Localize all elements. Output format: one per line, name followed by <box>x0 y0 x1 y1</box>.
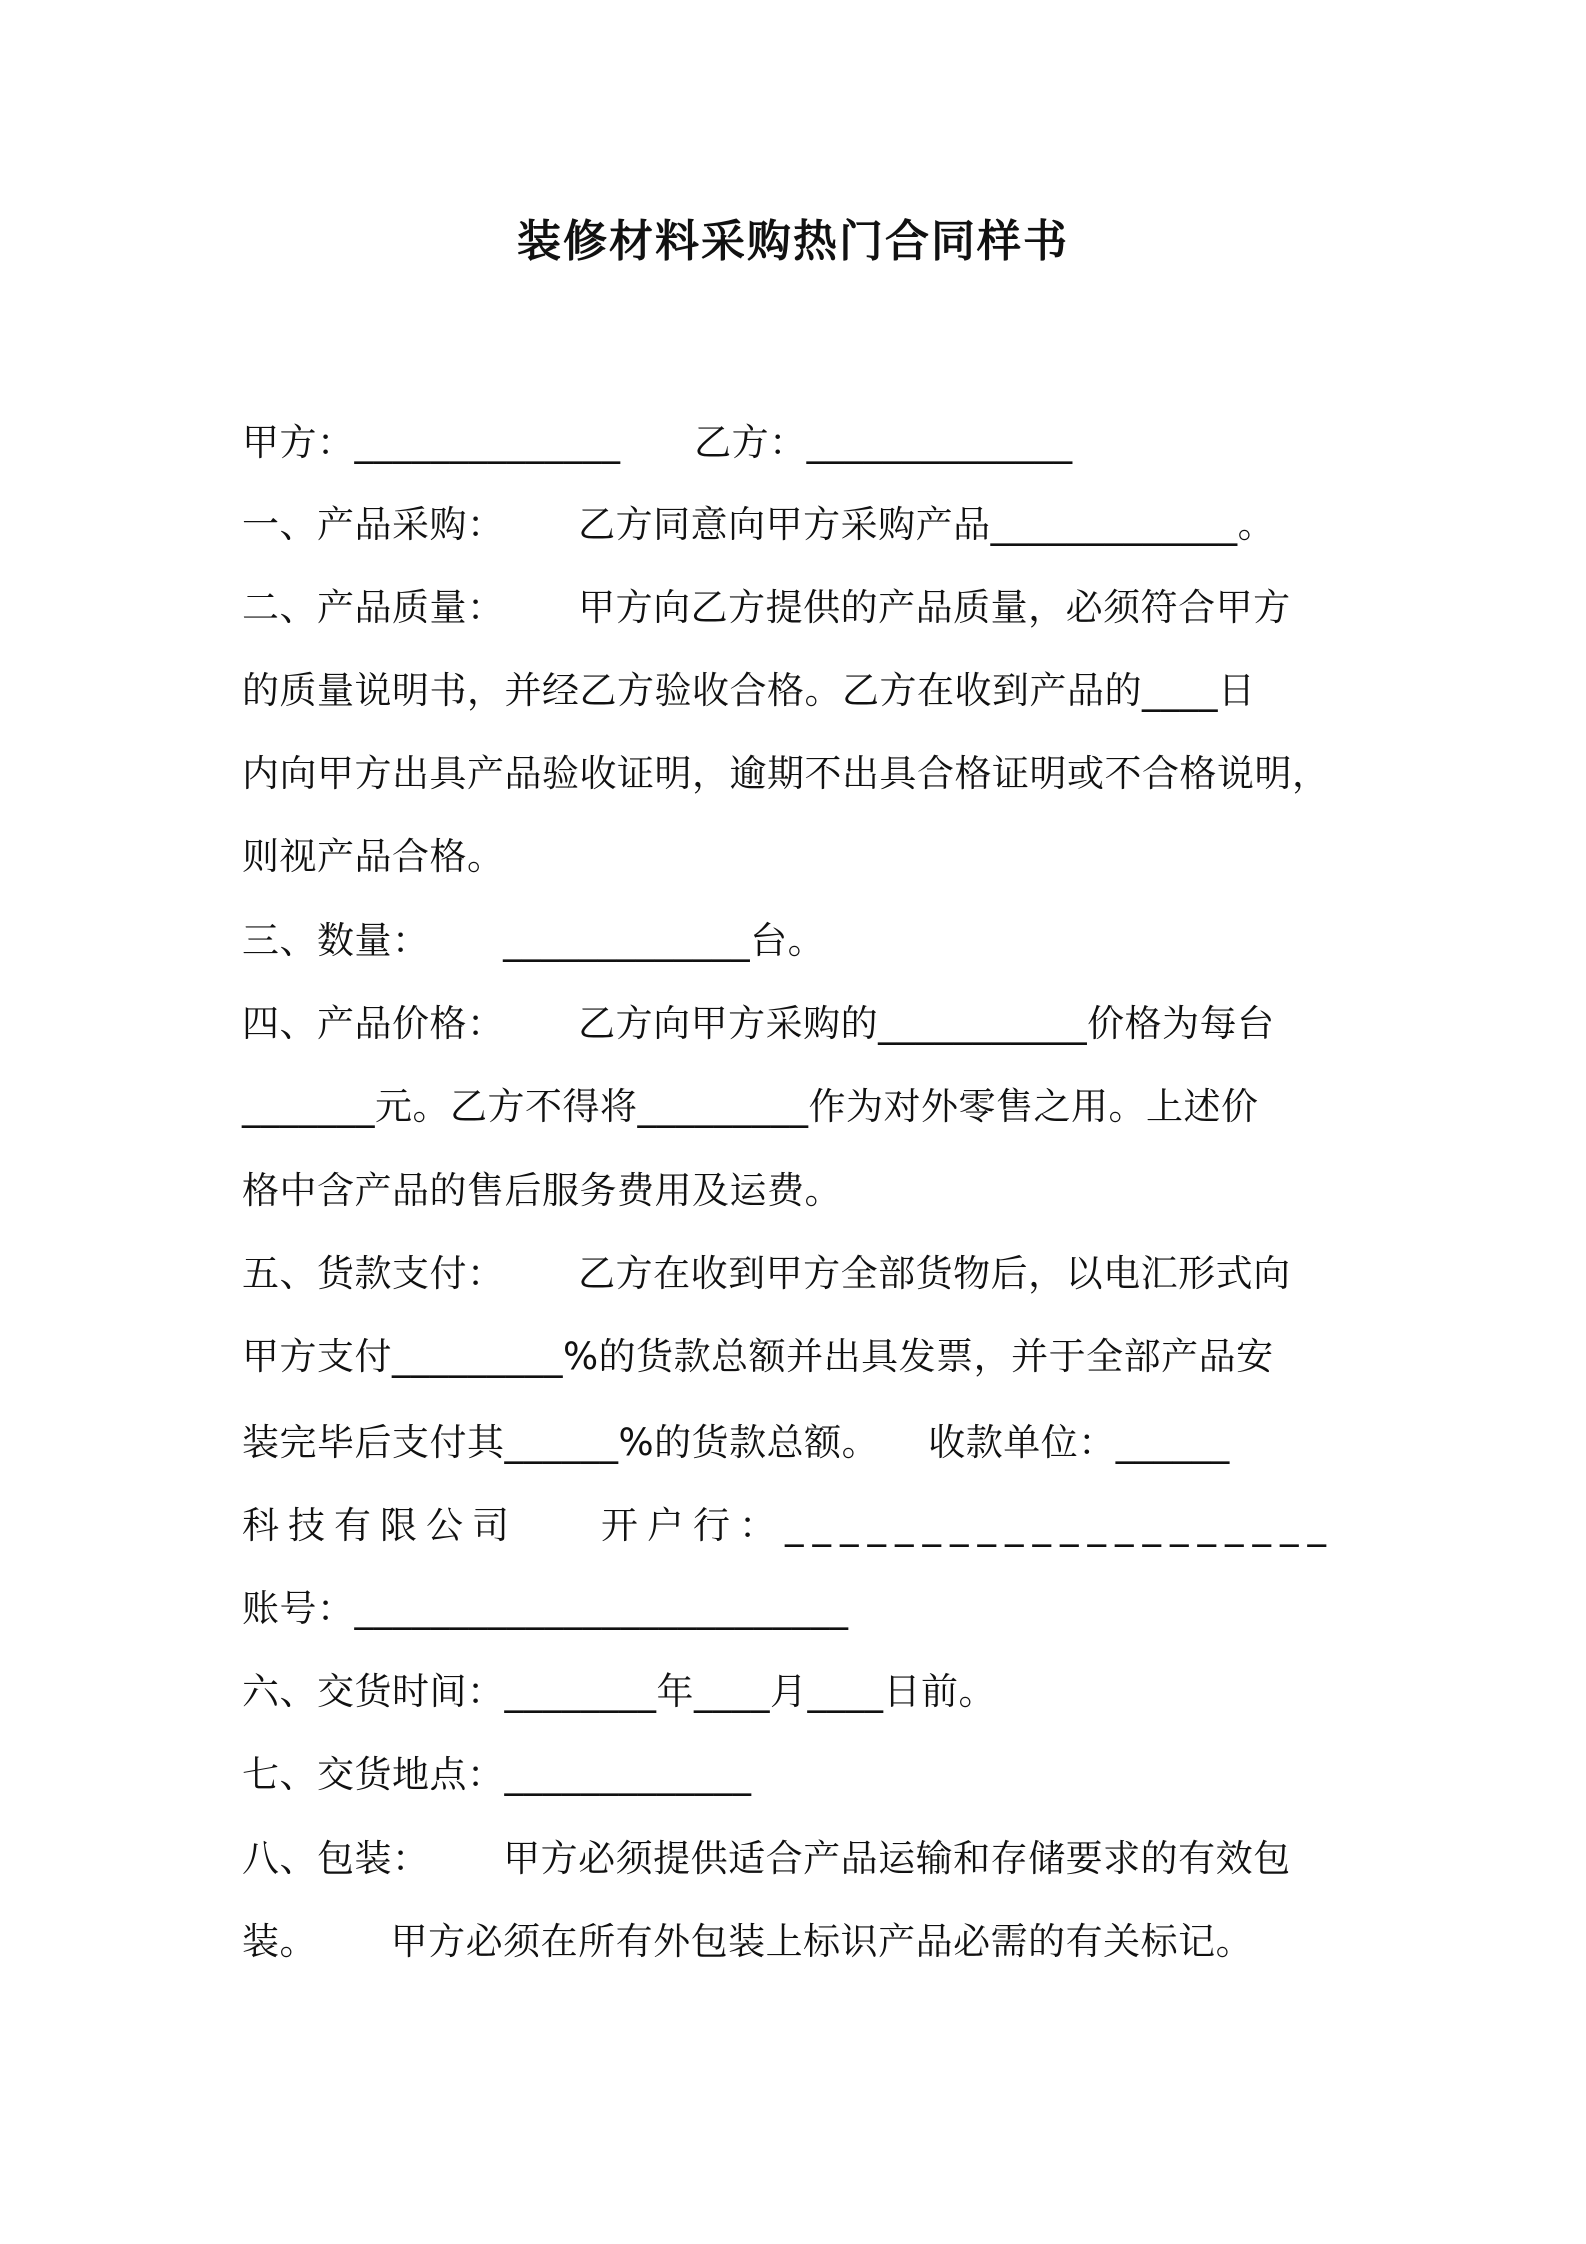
clause-2-product-quality-line-4: 则视产品合格。 <box>242 835 505 878</box>
clause-7-delivery-place: 七、交货地点：_____________ <box>242 1753 752 1796</box>
clause-4-product-price-line-2: _______元。乙方不得将_________作为对外零售之用。上述价 <box>242 1085 1259 1128</box>
party-line: 甲方：______________ 乙方：______________ <box>242 421 1073 464</box>
clause-6-delivery-time: 六、交货时间：________年____月____日前。 <box>242 1670 996 1713</box>
clause-8-packaging-line-2: 装。 甲方必须在所有外包装上标识产品必需的有关标记。 <box>242 1920 1254 1963</box>
clause-3-quantity: 三、数量： _____________台。 <box>242 919 826 962</box>
clause-5-account-line: 账号：__________________________ <box>242 1587 849 1630</box>
clause-5-payment-line-1: 五、货款支付： 乙方在收到甲方全部货物后，以电汇形式向 <box>242 1252 1291 1295</box>
document-title: 装修材料采购热门合同样书 <box>517 216 1069 267</box>
clause-5-payment-line-3: 装完毕后支付其______%的货款总额。 收款单位：______ <box>242 1421 1230 1464</box>
clause-2-product-quality-line-2: 的质量说明书，并经乙方验收合格。乙方在收到产品的____日 <box>242 669 1256 712</box>
clause-4-product-price-line-1: 四、产品价格： 乙方向甲方采购的___________价格为每台 <box>242 1002 1275 1045</box>
clause-2-product-quality-line-1: 二、产品质量： 甲方向乙方提供的产品质量，必须符合甲方 <box>242 586 1291 629</box>
clause-4-product-price-line-3: 格中含产品的售后服务费用及运费。 <box>242 1169 842 1212</box>
clause-2-product-quality-line-3: 内向甲方出具产品验收证明，逾期不出具合格证明或不合格说明， <box>242 752 1330 795</box>
clause-5-payment-bank-line: 科技有限公司 开户行：____________________ <box>242 1504 1336 1547</box>
clause-8-packaging-line-1: 八、包装： 甲方必须提供适合产品运输和存储要求的有效包 <box>242 1837 1291 1880</box>
clause-5-payment-line-2: 甲方支付_________%的货款总额并出具发票，并于全部产品安 <box>242 1335 1274 1378</box>
clause-1-product-purchase: 一、产品采购： 乙方同意向甲方采购产品_____________。 <box>242 503 1276 546</box>
